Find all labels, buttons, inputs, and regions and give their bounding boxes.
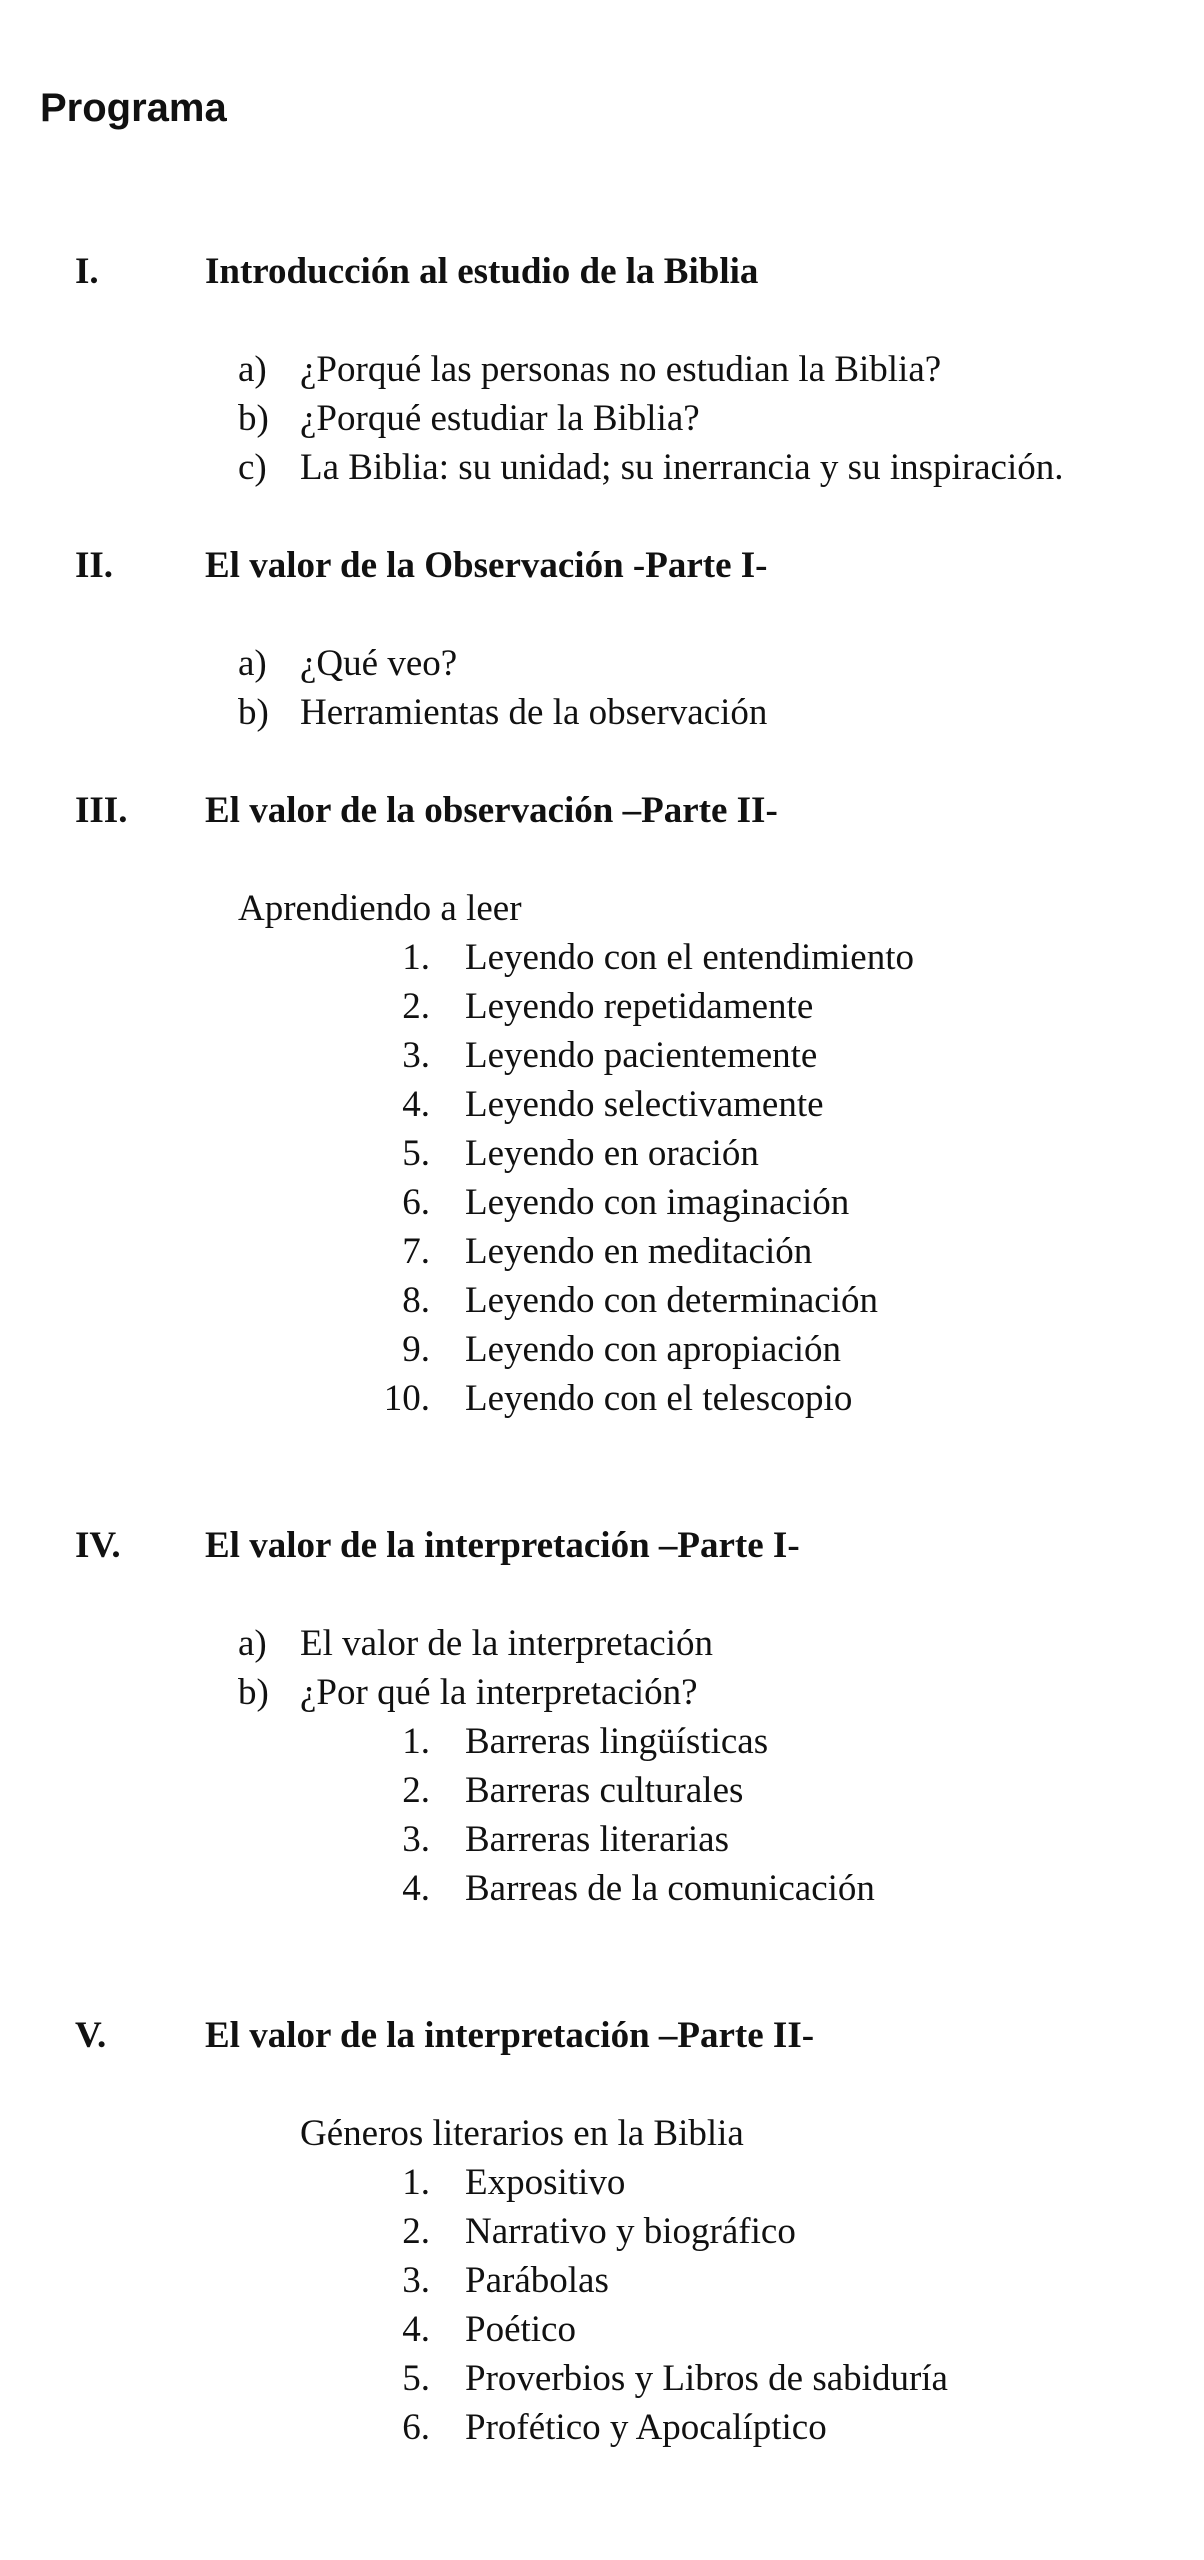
section-heading bbox=[0, 1524, 1204, 1572]
list-item-text: El valor de la interpretación bbox=[300, 1623, 713, 1664]
subtitle-text: Aprendiendo a leer bbox=[238, 888, 522, 929]
list-item-marker: 1. bbox=[402, 2162, 430, 2203]
list-item bbox=[0, 397, 1204, 445]
list-item-marker: 10. bbox=[383, 1378, 430, 1419]
list-item-text: Poético bbox=[465, 2309, 576, 2350]
list-item-text: Barreras lingüísticas bbox=[465, 1721, 769, 1762]
list-item-marker: c) bbox=[238, 447, 267, 488]
list-item bbox=[0, 1132, 1204, 1180]
list-item-text: Leyendo con determinación bbox=[465, 1280, 878, 1321]
list-item bbox=[0, 985, 1204, 1033]
list-item bbox=[0, 1230, 1204, 1278]
list-item-text: Barreras literarias bbox=[465, 1819, 729, 1860]
section-title: El valor de la observación –Parte II- bbox=[205, 790, 778, 831]
list-item-text: Leyendo con el telescopio bbox=[465, 1378, 853, 1419]
list-item bbox=[0, 348, 1204, 396]
list-item-marker: 1. bbox=[402, 937, 430, 978]
list-item-marker: 6. bbox=[402, 1182, 430, 1223]
list-item bbox=[0, 2308, 1204, 2356]
section-subtitle bbox=[0, 887, 1204, 935]
section-number: III. bbox=[75, 790, 128, 831]
list-item-text: Narrativo y biográfico bbox=[465, 2211, 796, 2252]
list-item bbox=[0, 2161, 1204, 2209]
list-item-text: Profético y Apocalíptico bbox=[465, 2407, 827, 2448]
list-item bbox=[0, 642, 1204, 690]
list-item-text: Leyendo pacientemente bbox=[465, 1035, 818, 1076]
list-item-marker: 8. bbox=[402, 1280, 430, 1321]
list-item-marker: 4. bbox=[402, 1084, 430, 1125]
list-item-marker: b) bbox=[238, 692, 269, 733]
list-item-text: ¿Porqué estudiar la Biblia? bbox=[300, 398, 700, 439]
section-title: Introducción al estudio de la Biblia bbox=[205, 251, 759, 292]
list-item bbox=[0, 1622, 1204, 1670]
list-item-marker: 2. bbox=[402, 2211, 430, 2252]
list-item-marker: 2. bbox=[402, 1770, 430, 1811]
list-item bbox=[0, 1818, 1204, 1866]
list-item-text: Herramientas de la observación bbox=[300, 692, 768, 733]
list-item-text: ¿Porqué las personas no estudian la Biblia? bbox=[300, 349, 942, 390]
list-item-marker: 5. bbox=[402, 1133, 430, 1174]
list-item bbox=[0, 691, 1204, 739]
list-item-text: Leyendo con el entendimiento bbox=[465, 937, 914, 978]
list-item-text: Leyendo repetidamente bbox=[465, 986, 814, 1027]
list-item-text: La Biblia: su unidad; su inerrancia y su inspiración. bbox=[300, 447, 1064, 488]
section-title: El valor de la interpretación –Parte II- bbox=[205, 2015, 815, 2056]
list-item-text: Expositivo bbox=[465, 2162, 626, 2203]
list-item bbox=[0, 1083, 1204, 1131]
list-item bbox=[0, 1377, 1204, 1425]
list-item-text: ¿Por qué la interpretación? bbox=[300, 1672, 698, 1713]
list-item-marker: 5. bbox=[402, 2358, 430, 2399]
list-item-marker: b) bbox=[238, 398, 269, 439]
list-item bbox=[0, 446, 1204, 494]
list-item bbox=[0, 2259, 1204, 2307]
list-item bbox=[0, 2406, 1204, 2454]
list-item-marker: b) bbox=[238, 1672, 269, 1713]
list-item bbox=[0, 2210, 1204, 2258]
subtitle-text: Géneros literarios en la Biblia bbox=[300, 2113, 744, 2154]
list-item bbox=[0, 1181, 1204, 1229]
list-item bbox=[0, 1328, 1204, 1376]
section-heading bbox=[0, 2014, 1204, 2062]
section-number: II. bbox=[75, 545, 114, 586]
list-item-marker: 7. bbox=[402, 1231, 430, 1272]
section-number: I. bbox=[75, 251, 99, 292]
list-item-text: Parábolas bbox=[465, 2260, 609, 2301]
list-item-marker: a) bbox=[238, 349, 267, 390]
section-title: El valor de la Observación -Parte I- bbox=[205, 545, 768, 586]
section-title: El valor de la interpretación –Parte I- bbox=[205, 1525, 800, 1566]
list-item-marker: 9. bbox=[402, 1329, 430, 1370]
list-item-text: Leyendo selectivamente bbox=[465, 1084, 824, 1125]
list-item bbox=[0, 1279, 1204, 1327]
list-item-text: Leyendo en oración bbox=[465, 1133, 759, 1174]
list-item-marker: 4. bbox=[402, 2309, 430, 2350]
list-item bbox=[0, 1769, 1204, 1817]
list-item-text: Leyendo en meditación bbox=[465, 1231, 813, 1272]
list-item-marker: 3. bbox=[402, 1035, 430, 1076]
list-item bbox=[0, 1034, 1204, 1082]
list-item-marker: 1. bbox=[402, 1721, 430, 1762]
section-subtitle bbox=[0, 2112, 1204, 2160]
list-item-text: Barreras culturales bbox=[465, 1770, 744, 1811]
list-item-text: Leyendo con imaginación bbox=[465, 1182, 850, 1223]
list-item bbox=[0, 1867, 1204, 1915]
list-item-marker: a) bbox=[238, 1623, 267, 1664]
section-heading bbox=[0, 789, 1204, 837]
list-item-text: ¿Qué veo? bbox=[300, 643, 458, 684]
section-number: IV. bbox=[75, 1525, 121, 1566]
list-item-marker: 4. bbox=[402, 1868, 430, 1909]
list-item-text: Proverbios y Libros de sabiduría bbox=[465, 2358, 948, 2399]
list-item-marker: 6. bbox=[402, 2407, 430, 2448]
page-title: Programa bbox=[40, 86, 227, 130]
list-item-marker: 3. bbox=[402, 2260, 430, 2301]
list-item bbox=[0, 2357, 1204, 2405]
list-item-marker: a) bbox=[238, 643, 267, 684]
list-item-text: Barreas de la comunicación bbox=[465, 1868, 875, 1909]
section-heading bbox=[0, 544, 1204, 592]
section-heading bbox=[0, 250, 1204, 298]
list-item bbox=[0, 1671, 1204, 1719]
section-number: V. bbox=[75, 2015, 107, 2056]
list-item-marker: 3. bbox=[402, 1819, 430, 1860]
list-item bbox=[0, 936, 1204, 984]
list-item-marker: 2. bbox=[402, 986, 430, 1027]
list-item bbox=[0, 1720, 1204, 1768]
list-item-text: Leyendo con apropiación bbox=[465, 1329, 842, 1370]
